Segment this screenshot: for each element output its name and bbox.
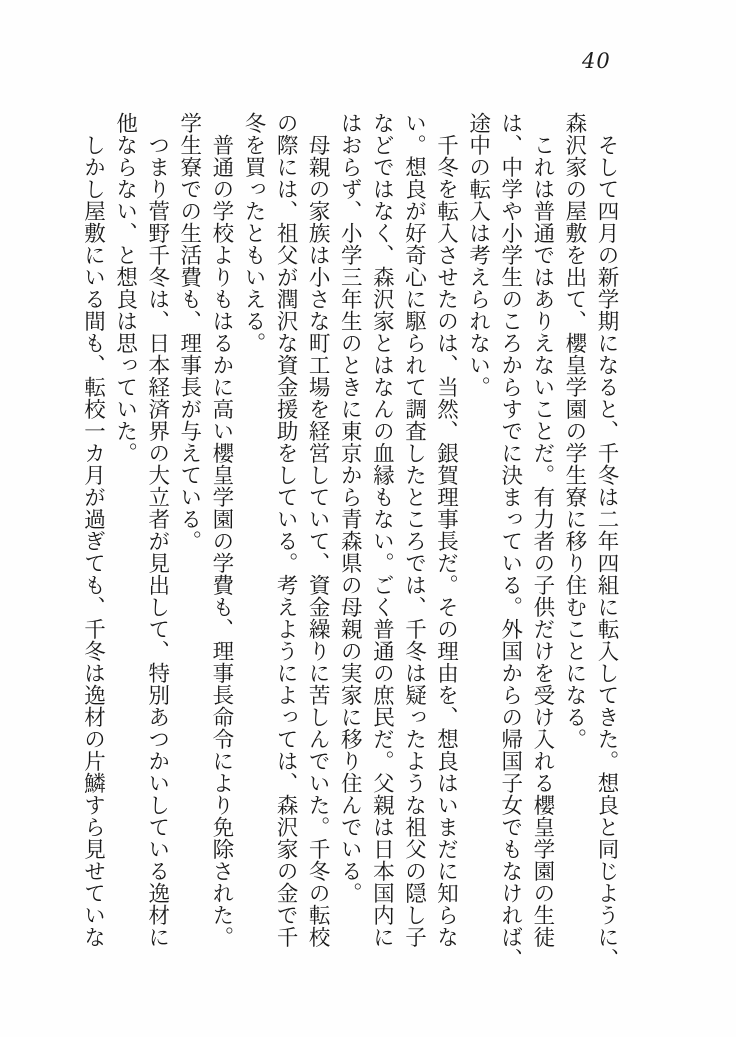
text-line: そして四月の新学期になると、千冬は二年四組に転入してきた。想良と同じように、 bbox=[594, 112, 619, 970]
text-line: 千冬を転入させたのは、当然、銀賀理事長だ。その理由を、想良はいまだに知らな bbox=[433, 112, 459, 948]
text-line: これは普通ではありえないことだ。有力者の子供だけを受け入れる櫻皇学園の生徒 bbox=[529, 112, 555, 948]
text-line: の際には、祖父が潤沢な資金援助をしている。考えようによっては、森沢家の金で千 bbox=[273, 112, 299, 948]
text-line: 他ならない、と想良は思っていた。 bbox=[112, 112, 138, 464]
text-line: はおらず、小学三年生のときに東京から青森県の母親の実家に移り住んでいる。 bbox=[337, 112, 363, 904]
text-line: い。想良が好奇心に駆られて調査したところでは、千冬は疑ったような祖父の隠し子 bbox=[401, 112, 427, 948]
text-line: は、中学や小学生のころからすでに決まっている。外国からの帰国子女でもなければ、 bbox=[497, 112, 523, 970]
text-line: つまり菅野千冬は、日本経済界の大立者が見出して、特別あつかいしている逸材に bbox=[144, 112, 170, 948]
vertical-text-block bbox=[76, 112, 622, 982]
text-line: 森沢家の屋敷を出て、櫻皇学園の学生寮に移り住むことになる。 bbox=[561, 112, 587, 750]
text-line: 学生寮での生活費も、理事長が与えている。 bbox=[176, 112, 202, 552]
text-line: 普通の学校よりもはるかに高い櫻皇学園の学費も、理事長命令により免除された。 bbox=[208, 112, 234, 948]
text-line: 冬を買ったともいえる。 bbox=[240, 112, 266, 354]
text-line: などではなく、森沢家とはなんの血縁もない。ごく普通の庶民だ。父親は日本国内に bbox=[369, 112, 395, 948]
text-line: しかし屋敷にいる間も、転校一カ月が過ぎても、千冬は逸材の片鱗すら見せていな bbox=[80, 112, 106, 948]
text-line: 途中の転入は考えられない。 bbox=[465, 112, 491, 398]
text-line: 母親の家族は小さな町工場を経営していて、資金繰りに苦しんでいた。千冬の転校 bbox=[305, 112, 331, 948]
page-number: 40 bbox=[582, 49, 611, 73]
